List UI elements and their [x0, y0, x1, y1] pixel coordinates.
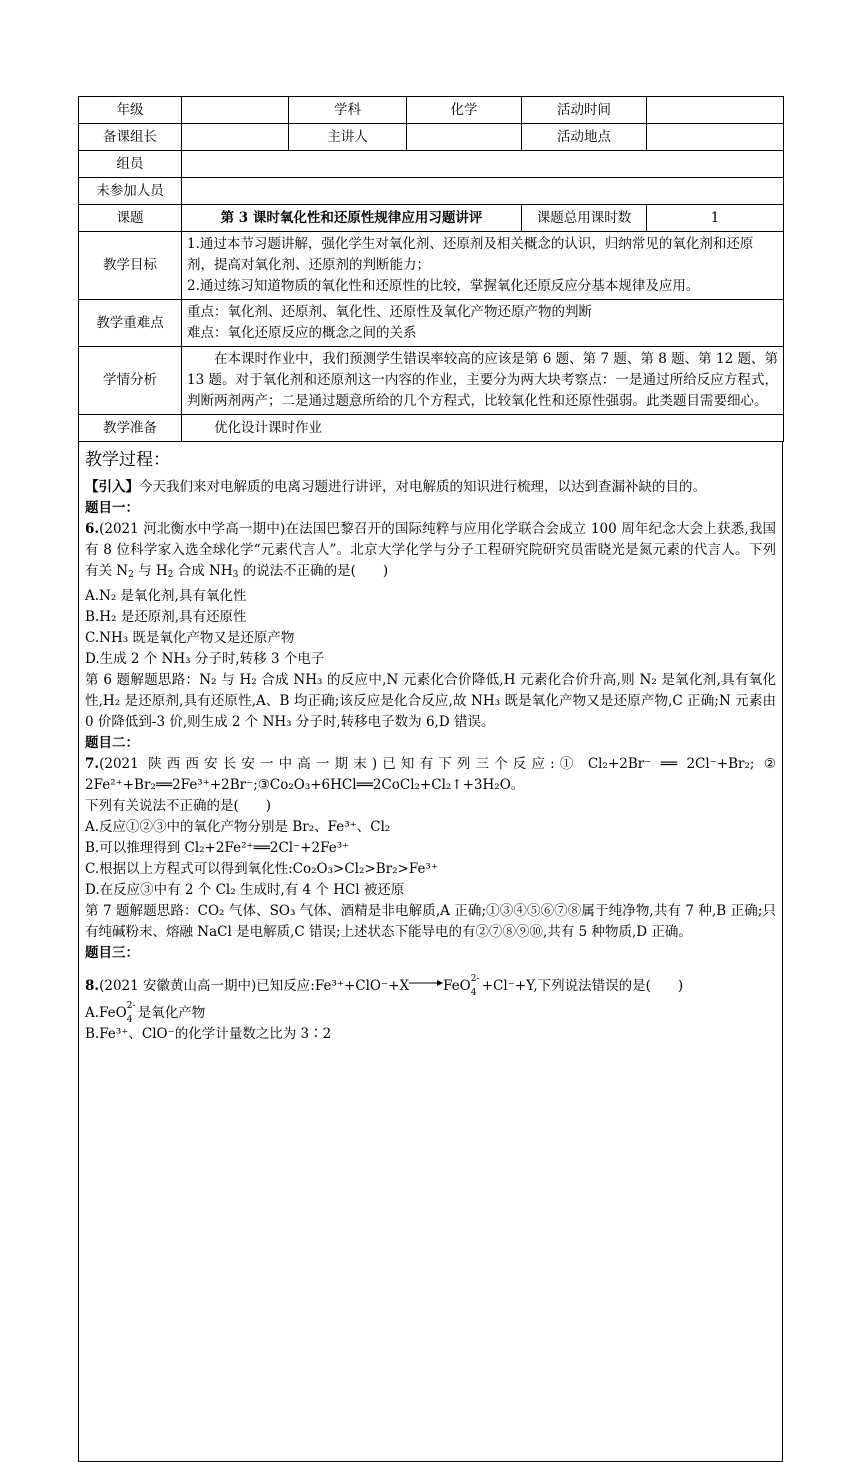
time-label: 活动时间 — [522, 97, 647, 124]
subject-value: 化学 — [407, 97, 522, 124]
goal-item: 1.通过本节习题讲解，强化学生对氧化剂、还原剂及相关概念的认识，归纳常见的氧化剂和还原剂，提高对氧化剂、还原剂的判断能力； — [187, 236, 754, 273]
question-text: (2021 陕西西安长安一中高一期末)已知有下列三个反应:① Cl₂+2Br⁻ ══ 2Cl⁻+Br₂; ② 2Fe²⁺+Br₂══2Fe³⁺+2Br⁻;③Co₂O₃+6HCl══2CoCl₂+Cl₂↑+3H₂O。 — [85, 756, 776, 793]
option-c: C.根据以上方程式可以得到氧化性:Co₂O₃>Cl₂>Br₂>Fe³⁺ — [85, 861, 438, 877]
time-value — [647, 97, 784, 124]
question-ask: 下列有关说法不正确的是( ) — [85, 798, 272, 814]
leader-label: 备课组长 — [79, 124, 182, 151]
key-point: 重点：氧化剂、还原剂、氧化性、还原性及氧化产物还原产物的判断 — [187, 304, 592, 320]
superscript: 2- — [470, 974, 480, 984]
subject-label: 学科 — [289, 97, 407, 124]
intro-text: 今天我们来对电解质的电离习题进行讲评，对电解质的知识进行梳理，以达到查漏补缺的目的。 — [139, 479, 706, 495]
option-a: A.N₂ 是氧化剂,具有氧化性 — [85, 588, 247, 604]
question-text: 在法国巴黎召开的国际纯粹与应用化学联合会成立 100 周年纪念大会上获悉,我国有 8 位科学家入选全球化学“元素代言人”。北京大学化学与分子工程研究院研究员雷晓光是氮元素的代言人。下列有关 N — [85, 521, 777, 579]
question-8-stem — [85, 976, 776, 997]
goals-label: 教学目标 — [79, 232, 182, 300]
ion-charge — [127, 1003, 138, 1024]
intro-tag: 【引入】 — [85, 479, 139, 495]
question-6-stem — [85, 519, 776, 586]
table-row — [79, 415, 784, 442]
place-value — [647, 124, 784, 151]
question-text: 与 H — [133, 563, 168, 579]
ion-charge — [471, 976, 482, 997]
reaction-arrow-icon — [409, 979, 443, 987]
members-value — [182, 151, 784, 178]
option-d: D.在反应③中有 2 个 Cl₂ 生成时,有 4 个 HCl 被还原 — [85, 882, 405, 898]
option-d: D.生成 2 个 NH₃ 分子时,转移 3 个电子 — [85, 651, 325, 667]
absent-value — [182, 178, 784, 205]
solution-6: 第 6 题解题思路：N₂ 与 H₂ 合成 NH₃ 的反应中,N 元素化合价降低,H 元素化合价升高,则 N₂ 是氧化剂,具有氧化性,H₂ 是还原剂,具有还原性,A、B 均正确;该反应是化合反应,故 NH₃ 既是氧化产物又是还原产物,C 正确;N 元素由 0 价降低到-3 价,则生成 2 个 NH₃ 分子时,转移电子数为 6,D 错误。 — [85, 672, 776, 730]
superscript: 2- — [126, 1001, 136, 1011]
table-row — [79, 178, 784, 205]
key-label: 教学重难点 — [79, 300, 182, 347]
question-text: +Cl⁻+Y,下列说法错误的是( ) — [481, 978, 684, 994]
analysis-label: 学情分析 — [79, 347, 182, 415]
hours-label: 课题总用课时数 — [522, 205, 647, 232]
leader-value — [182, 124, 289, 151]
speaker-label: 主讲人 — [289, 124, 407, 151]
subscript: 4 — [126, 1015, 133, 1025]
question-text: (2021 安徽黄山高一期中)已知反应:Fe³⁺+ClO⁻+X — [99, 978, 410, 994]
table-row — [79, 124, 784, 151]
grade-value — [182, 97, 289, 124]
hours-value: 1 — [647, 205, 784, 232]
option-b: B.H₂ 是还原剂,具有还原性 — [85, 609, 247, 625]
question-number: 8. — [85, 978, 100, 994]
speaker-value — [407, 124, 522, 151]
question-heading: 题目二： — [85, 735, 139, 751]
grade-label: 年级 — [79, 97, 182, 124]
analysis-value — [182, 347, 784, 415]
table-row — [79, 151, 784, 178]
option-b: B.可以推理得到 Cl₂+2Fe²⁺══2Cl⁻+2Fe³⁺ — [85, 840, 350, 856]
prep-value: 优化设计课时作业 — [182, 415, 784, 442]
absent-label: 未参加人员 — [79, 178, 182, 205]
question-source: (2021 河北衡水中学高一期中) — [99, 521, 286, 537]
prep-label: 教学准备 — [79, 415, 182, 442]
option-a: A.反应①②③中的氧化产物分别是 Br₂、Fe³⁺、Cl₂ — [85, 819, 391, 835]
info-table — [78, 96, 784, 442]
subscript: 4 — [470, 988, 477, 998]
goal-item: 2.通过练习知道物质的氧化性和还原性的比较，掌握氧化还原反应分基本规律及应用。 — [187, 278, 700, 294]
question-number: 6. — [85, 521, 100, 537]
key-value — [182, 300, 784, 347]
option-a — [85, 1003, 776, 1024]
table-row — [79, 300, 784, 347]
question-heading: 题目三： — [85, 945, 139, 961]
question-text: FeO — [443, 978, 471, 994]
intro — [85, 477, 776, 498]
solution-7: 第 7 题解题思路：CO₂ 气体、SO₃ 气体、酒精是非电解质,A 正确;①③④⑤⑥⑦⑧属于纯净物,共有 7 种,B 正确;只有纯碱粉末、熔融 NaCl 是电解质,C 错误;上述状态下能导电的有②⑦⑧⑨⑩,共有 5 种物质,D 正确。 — [85, 903, 776, 940]
table-row — [79, 97, 784, 124]
option-b: B.Fe³⁺、ClO⁻的化学计量数之比为 3∶2 — [85, 1026, 332, 1042]
subscript: 2 — [128, 570, 134, 580]
topic-label: 课题 — [79, 205, 182, 232]
option-text: 是氧化产物 — [137, 1005, 206, 1021]
topic-value: 第 3 课时氧化性和还原性规律应用习题讲评 — [182, 205, 522, 232]
subscript: 2 — [167, 570, 174, 580]
question-7-stem — [85, 754, 776, 796]
process-title: 教学过程： — [85, 450, 170, 470]
table-row — [79, 232, 784, 300]
question-text: 的说法不正确的是( ) — [238, 563, 389, 579]
analysis-text: 在本课时作业中，我们预测学生错误率较高的应该是第 6 题、第 7 题、第 8 题、第 12 题、第 13 题。对于氧化剂和还原剂这一内容的作业，主要分为两大块考察点：一是通过所给反应方程式，判断两剂两产；二是通过题意所给的几个方程式，比较氧化性和还原性强弱。此类题目需要细心。 — [187, 351, 778, 409]
subscript: 3 — [232, 570, 239, 580]
option-text: A.FeO — [85, 1005, 127, 1021]
teaching-process — [78, 442, 783, 1462]
difficult-point: 难点：氧化还原反应的概念之间的关系 — [187, 325, 417, 341]
question-heading: 题目一： — [85, 500, 139, 516]
goals-value — [182, 232, 784, 300]
table-row — [79, 205, 784, 232]
question-text: 合成 NH — [173, 563, 233, 579]
members-label: 组员 — [79, 151, 182, 178]
place-label: 活动地点 — [522, 124, 647, 151]
question-number: 7. — [85, 756, 100, 772]
option-c: C.NH₃ 既是氧化产物又是还原产物 — [85, 630, 295, 646]
lesson-plan — [78, 96, 783, 1462]
table-row — [79, 347, 784, 415]
